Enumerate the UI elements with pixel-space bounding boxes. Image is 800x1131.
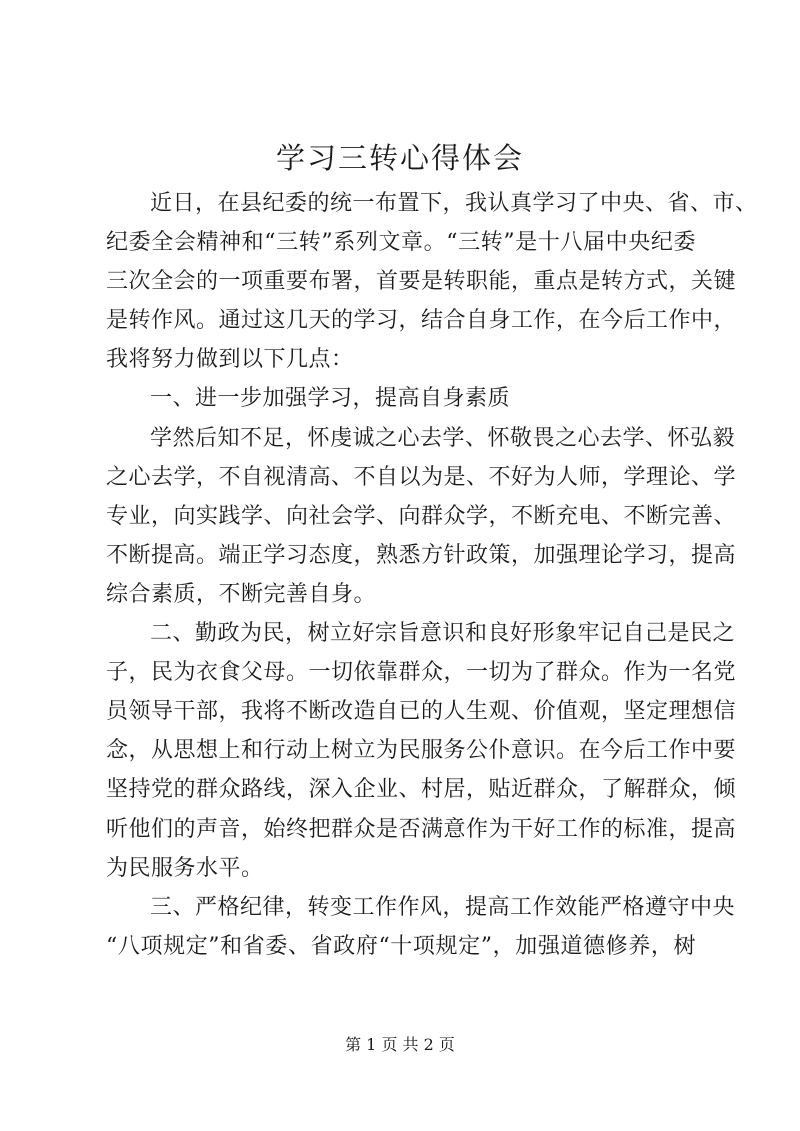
body-line: “八项规定”和省委、省政府“十项规定”，加强道德修养，树 xyxy=(106,933,696,959)
body-line: 不断提高。端正学习态度，熟悉方针政策，加强理论学习，提高 xyxy=(106,542,737,568)
document-title: 学习三转心得体会 xyxy=(275,141,524,175)
body-line: 坚持党的群众路线，深入企业、村居，贴近群众，了解群众，倾 xyxy=(106,777,737,803)
body-line: 念，从思想上和行动上树立为民服务公仆意识。在今后工作中要 xyxy=(106,738,737,764)
body-line: 学然后知不足，怀虔诚之心去学、怀敬畏之心去学、怀弘毅 xyxy=(150,425,736,451)
body-line: 专业，向实践学、向社会学、向群众学，不断充电、不断完善、 xyxy=(106,503,737,529)
body-line: 员领导干部，我将不断改造自已的人生观、价值观，坚定理想信 xyxy=(106,699,737,725)
body-line: 二、勤政为民，树立好宗旨意识和良好形象牢记自己是民之 xyxy=(150,621,736,647)
body-line: 三次全会的一项重要布署，首要是转职能，重点是转方式，关键 xyxy=(106,269,737,295)
page-footer: 第 1 页 共 2 页 xyxy=(345,1035,455,1054)
body-line: 近日，在县纪委的统一布置下，我认真学习了中央、省、市、 xyxy=(150,191,758,216)
body-line: 我将努力做到以下几点： xyxy=(106,347,354,373)
body-line: 之心去学，不自视清高、不自以为是、不好为人师，学理论、学 xyxy=(106,464,737,490)
body-line: 子，民为衣食父母。一切依靠群众，一切为了群众。作为一名党 xyxy=(106,660,737,686)
body-line: 为民服务水平。 xyxy=(106,855,264,881)
body-line: 三、严格纪律，转变工作作风，提高工作效能严格遵守中央 xyxy=(150,894,736,920)
body-line: 综合素质，不断完善自身。 xyxy=(106,581,377,607)
body-line: 听他们的声音，始终把群众是否满意作为干好工作的标准，提高 xyxy=(106,816,737,842)
body-line: 一、进一步加强学习，提高自身素质 xyxy=(150,386,511,412)
body-line: 是转作风。通过这几天的学习，结合自身工作，在今后工作中， xyxy=(106,308,737,334)
body-line: 纪委全会精神和“三转”系列文章。“三转”是十八届中央纪委 xyxy=(106,230,696,256)
document-body xyxy=(106,184,758,966)
